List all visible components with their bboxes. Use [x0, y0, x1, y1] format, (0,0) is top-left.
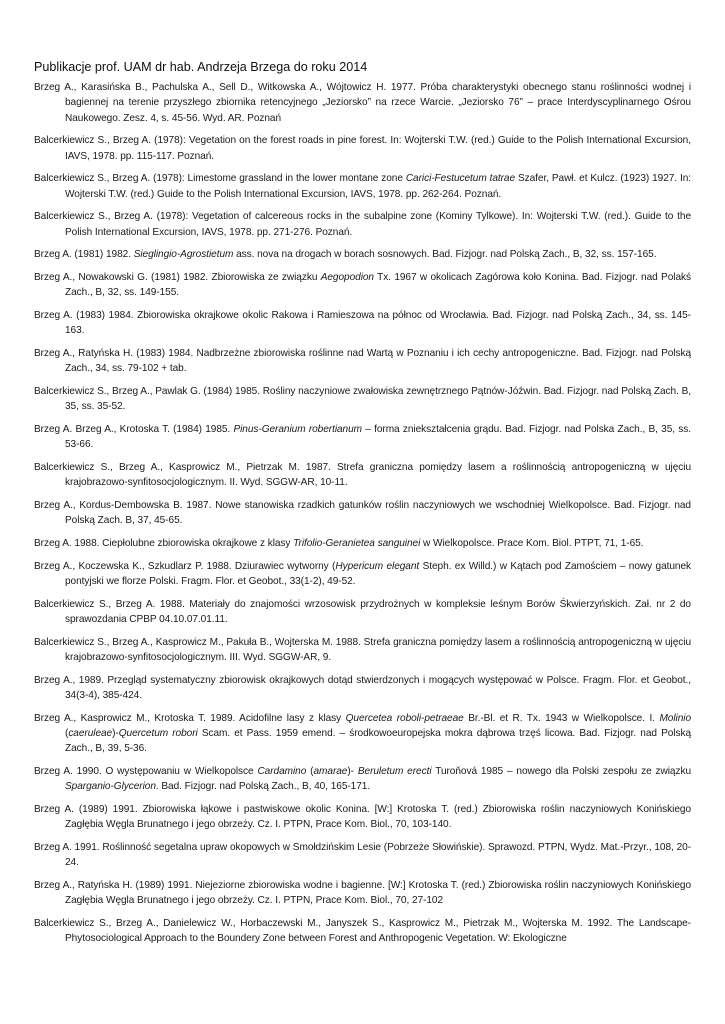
species-name-italic: Pinus-Geranium robertianum: [233, 424, 363, 435]
citation-text: Balcerkiewicz S., Brzeg A. (1978): Vegetation on the forest roads in pine forest. In: Wojterski T.W. (red.) Guide to the Polish International Excursion, IAVS, 1978. pp. 115-117. Poznań.: [34, 135, 691, 162]
citation-text: Balcerkiewicz S., Brzeg A., Kasprowicz M., Pietrzak M. 1987. Strefa graniczna pomiędzy lasem a roślinnością antropogeniczną w ujęciu krajobrazowo-synfitosocjologicznym. II. Wyd. SGGW-AR, 10-11.: [34, 462, 691, 489]
citation-text: Brzeg A. (1989) 1991. Zbiorowiska łąkowe i pastwiskowe okolic Konina. [W:] Krotoska T. (red.) Zbiorowiska roślin naczyniowych Konińskiego Zagłębia Węgla Brunatnego i jego obrzeży. Cz. I. PTPN, Prace Kom. Biol., 70, 103-140.: [34, 804, 691, 831]
species-name-italic: Hypericum elegant: [335, 560, 420, 572]
citation-text: Brzeg A., Nowakowski G. (1981) 1982. Zbiorowiska ze związku: [34, 272, 321, 283]
page-title: Publikacje prof. UAM dr hab. Andrzeja Brzega do roku 2014: [34, 60, 368, 74]
citation-text: Brzeg A. (1981) 1982.: [34, 249, 134, 261]
citation-text: Brzeg A., 1989. Przegląd systematyczny zbiorowisk okrajkowych dotąd stwierdzonych i mogących występować w Polsce. Fragm. Flor. et Geobot., 34(3-4), 385-424.: [34, 674, 691, 701]
publication-entry: [34, 878, 691, 909]
species-name-italic: Trifolio-Geranietea sanguinei: [293, 538, 421, 549]
species-name-italic: Quercetea roboli-petraeae: [345, 712, 464, 724]
citation-text: Brzeg A. 1990. O występowaniu w Wielkopolsce: [34, 766, 258, 777]
citation-text: Balcerkiewicz S., Brzeg A. (1978): Vegetation of calcereous rocks in the subalpine zone (Kominy Tylkowe). In: Wojterski T.W. (red.). Guide to the Polish International Excursion, IAVS, 1978. pp. 271-276. Poznań.: [34, 211, 691, 238]
species-name-italic: amarae: [313, 766, 348, 777]
publication-entry: [34, 559, 691, 590]
publication-entry: [34, 308, 691, 339]
citation-text: Scam. et Pass. 1959 emend. – środkowoeuropejska mokra dąbrowa trzęś licowa. Bad. Fizjogr. nad Polską Zach., B, 39, 5-36.: [65, 728, 691, 755]
citation-text: Steph. ex Willd.) w Kątach pod Zamościem – nowy gatunek pontyjski we florze Polski. Fragm. Flor. et Geobot., 33(1-2), 49-52.: [65, 560, 692, 587]
publication-entry: [34, 247, 691, 262]
publication-entry: [34, 536, 691, 551]
citation-text: Balcerkiewicz S., Brzeg A. (1978): Limestome grassland in the lower montane zone: [34, 173, 406, 185]
publication-entry: [34, 840, 691, 871]
publication-entry: [34, 916, 691, 947]
species-name-italic: Carici-Festucetum tatrae: [405, 173, 516, 185]
citation-text: Brzeg A., Ratyńska H. (1989) 1991. Niejeziorne zbiorowiska wodne i bagienne. [W:] Krotoska T. (red.) Zbiorowiska roślin naczyniowych Konińskiego Zagłębia Węgla Brunatnego i jego obrzeży. Cz. I. PTPN, Prace Kom. Biol., 70, 27-102: [34, 880, 691, 907]
citation-text: Brzeg A. 1991. Roślinność segetalna upraw okopowych w Smołdzińskim Lesie (Pobrzeże Słowińskie). Sprawozd. PTPN, Wydz. Mat.-Przyr., 108, 20-24.: [34, 842, 691, 869]
citation-text: )-: [112, 728, 119, 739]
citation-text: Brzeg A., Koczewska K., Szkudlarz P. 1988. Dziurawiec wytworny (: [34, 560, 336, 572]
citation-text: (: [65, 728, 69, 739]
publication-entry: [34, 764, 691, 795]
citation-text: Brzeg A. 1988. Ciepłolubne zbiorowiska okrajkowe z klasy: [34, 538, 294, 549]
publication-entry: [34, 133, 691, 164]
species-name-italic: caeruleae: [68, 728, 113, 739]
citation-text: . Bad. Fizjogr. nad Polską Zach., B, 40, 165-171.: [155, 781, 371, 793]
publication-entry: [34, 711, 691, 757]
citation-text: )-: [347, 766, 358, 777]
species-name-italic: Quercetum robori: [118, 728, 198, 739]
publication-entry: [34, 270, 691, 301]
species-name-italic: Beruletum erecti: [357, 766, 432, 777]
publication-list: [34, 80, 691, 954]
citation-text: Tx. 1967 w okolicach Zagórowa koło Konina. Bad. Fizjogr. nad Polakś Zach., B, 32, ss. 149-155.: [65, 272, 691, 299]
citation-text: Brzeg A., Kasprowicz M., Krotoska T. 1989. Acidofilne lasy z klasy: [34, 712, 346, 724]
species-name-italic: Molinio: [659, 712, 691, 724]
publication-entry: [34, 422, 691, 453]
citation-text: Balcerkiewicz S., Brzeg A., Pawlak G. (1984) 1985. Rośliny naczyniowe zwałowiska zewnętrznego Pątnów-Jóźwin. Bad. Fizjogr. nad Polską Zach. B, 35, ss. 35-52.: [34, 386, 691, 413]
citation-text: Szafer, Pawł. et Kulcz. (1923) 1927. In: Wojterski T.W. (red.) Guide to the Polish International Excursion, IAVS, 1978. pp. 262-264. Poznań.: [65, 173, 691, 200]
citation-text: Brzeg A. (1983) 1984. Zbiorowiska okrajkowe okolic Rakowa i Ramieszowa na północ od Wrocławia. Bad. Fizjogr. nad Polską Zach., 34, ss. 145-163.: [34, 310, 691, 337]
citation-text: Balcerkiewicz S., Brzeg A., Kasprowicz M., Pakuła B., Wojterska M. 1988. Strefa graniczna pomiędzy lasem a roślinnością antropogeniczną w ujęciu krajobrazowo-synfitosocjologicznym. III. Wyd. SGGW-AR, 9.: [34, 636, 691, 663]
publication-entry: [34, 346, 691, 377]
publication-entry: [34, 635, 691, 666]
citation-text: w Wielkopolsce. Prace Kom. Biol. PTPT, 71, 1-65.: [420, 538, 644, 549]
publication-entry: [34, 498, 691, 529]
citation-text: Turoňová 1985 – nowego dla Polski zespołu ze związku: [431, 766, 692, 777]
publication-entry: [34, 460, 691, 491]
citation-text: Brzeg A. Brzeg A., Krotoska T. (1984) 1985.: [34, 424, 234, 435]
citation-text: ass. nova na drogach w borach sosnowych. Bad. Fizjogr. nad Polską Zach., B, 32, ss. 157-165.: [233, 249, 657, 261]
publication-entry: [34, 209, 691, 240]
species-name-italic: Sieglingio-Agrostietum: [133, 249, 234, 261]
publication-entry: [34, 384, 691, 415]
citation-text: Brzeg A., Ratyńska H. (1983) 1984. Nadbrzeżne zbiorowiska roślinne nad Wartą w Poznaniu i ich cechy antropogeniczne. Bad. Fizjogr. nad Polską Zach., 34, ss. 79-102 + tab.: [34, 348, 691, 375]
citation-text: Balcerkiewicz S., Brzeg A. 1988. Materiały do znajomości wrzosowisk przydrożnych w kompleksie leśnym Borów Śkwierzyńskich. Zał. nr 2 do sprawozdania CPBP 04.10.07.01.11.: [34, 598, 691, 625]
citation-text: Brzeg A., Karasińska B., Pachulska A., Sell D., Witkowska A., Wójtowicz H. 1977. Próba charakterystyki obecnego stanu roślinności wodnej i bagiennej na terenie przyszłego zbiornika retencyjnego „Jeziorsko” na rzece Warcie. „Jeziorsko 76” – prace Interdyscyplinarnego Ośrou Naukowego. Zesz. 4, s. 45-56. Wyd. AR. Poznań: [34, 82, 691, 124]
citation-text: Brzeg A., Kordus-Dembowska B. 1987. Nowe stanowiska rzadkich gatunków roślin naczyniowych we wschodniej Wielkopolsce. Bad. Fizjogr. nad Polską Zach. B, 37, 45-65.: [34, 500, 691, 527]
citation-text: Br.-Bl. et R. Tx. 1943 w Wielkopolsce. I.: [463, 712, 660, 724]
publication-entry: [34, 802, 691, 833]
publication-entry: [34, 673, 691, 704]
publication-entry: [34, 80, 691, 126]
citation-text: Balcerkiewicz S., Brzeg A., Danielewicz W., Horbaczewski M., Janyszek S., Kasprowicz M., Pietrzak M., Wojterska M. 1992. The Landscape-Phytosociological Approach to the Boundery Zone between Forest and Anthropogenic Vegetation. W: Ekologiczne: [34, 918, 691, 945]
species-name-italic: Aegopodion: [320, 272, 374, 283]
publication-entry: [34, 597, 691, 628]
publication-entry: [34, 171, 691, 202]
citation-text: (: [306, 766, 314, 777]
species-name-italic: Sparganio-Glycerion: [65, 781, 156, 793]
species-name-italic: Cardamino: [257, 766, 307, 777]
citation-text: – forma zniekształcenia grądu. Bad. Fizjogr. nad Polska Zach., B, 35, ss. 53-66.: [65, 424, 691, 451]
